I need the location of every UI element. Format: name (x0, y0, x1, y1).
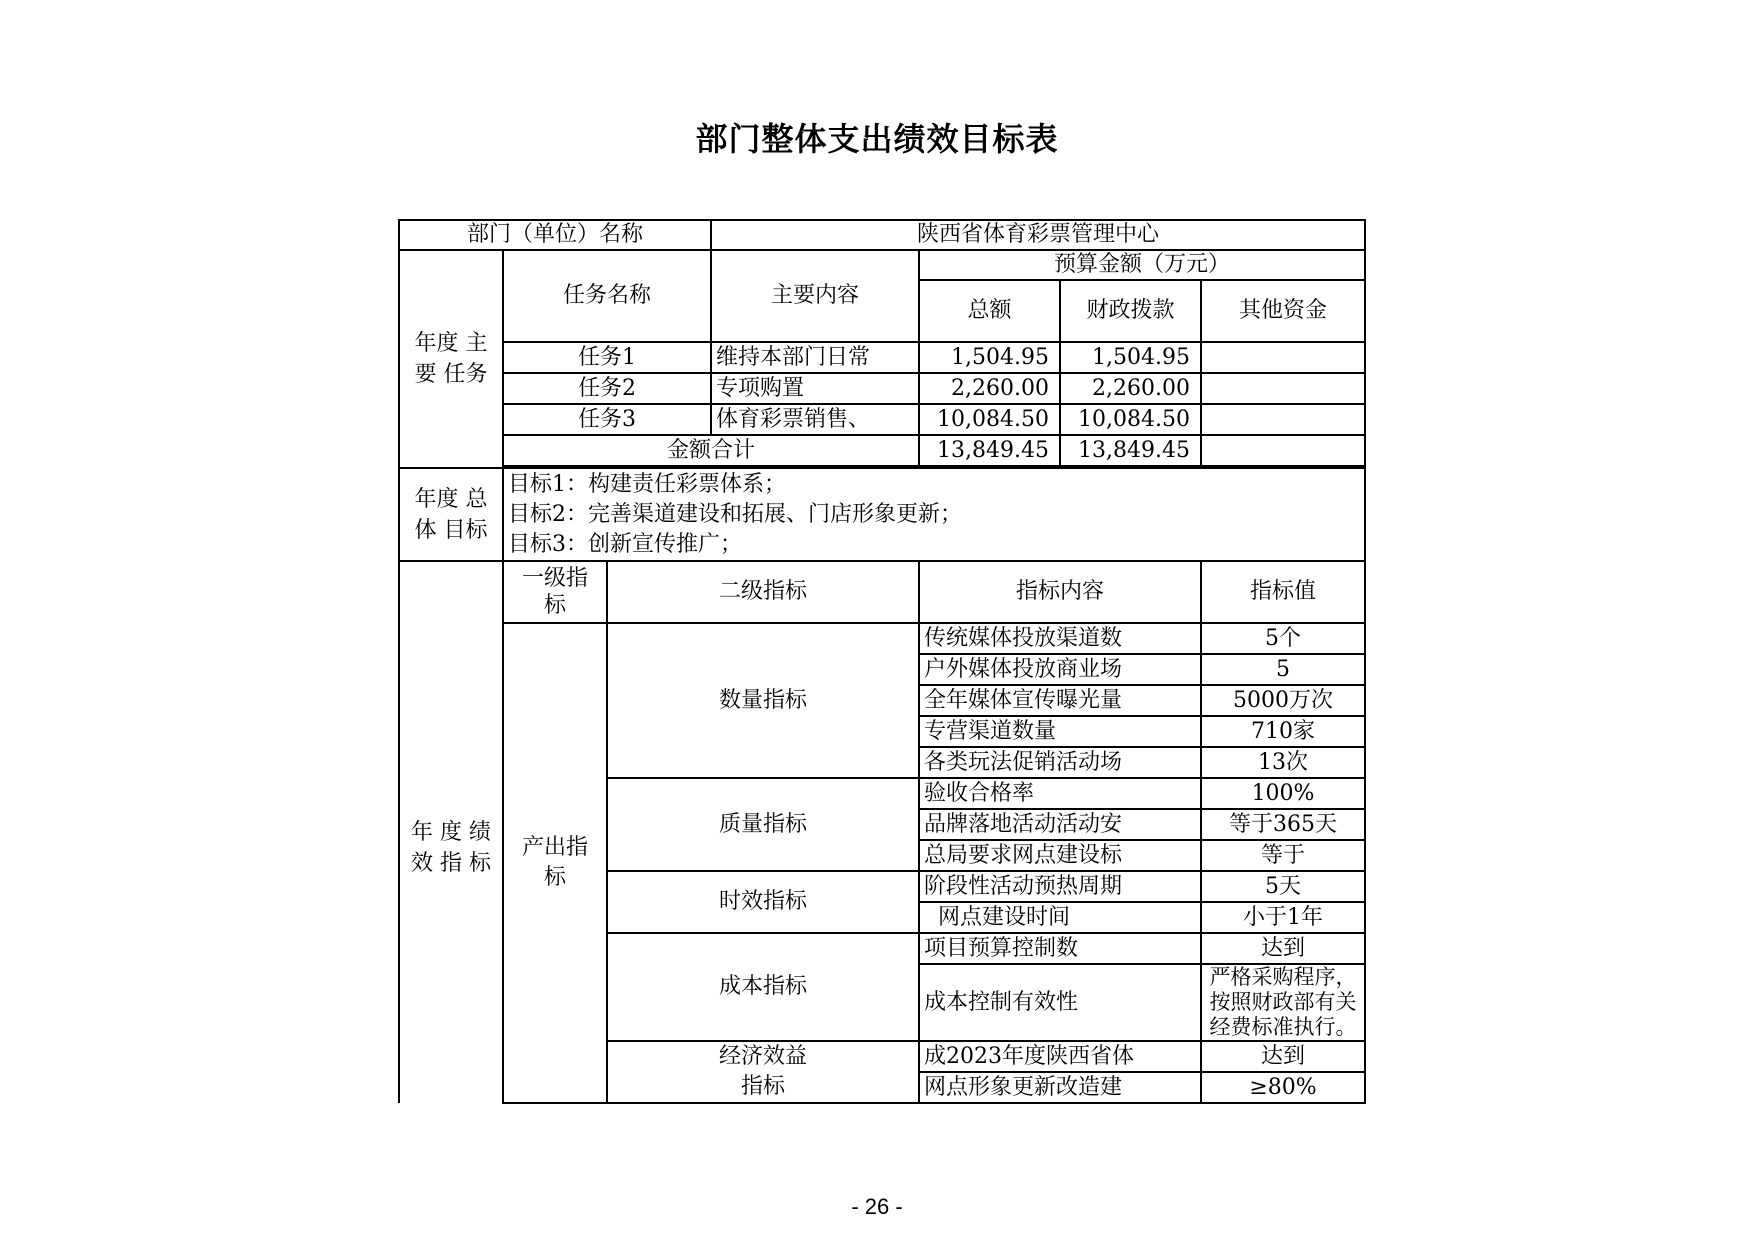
tasks-header-row (399, 250, 1365, 280)
indicator-value: 达到 (1201, 1041, 1365, 1072)
indicator-value: 100% (1201, 778, 1365, 809)
goals-section-label: 年度 总体 目标 (399, 468, 503, 561)
col-fiscal: 财政拨款 (1060, 280, 1201, 342)
dept-value: 陕西省体育彩票管理中心 (711, 220, 1365, 250)
col-main-content: 主要内容 (711, 250, 919, 342)
col-other: 其他资金 (1201, 280, 1365, 342)
task-name: 任务1 (503, 342, 711, 373)
performance-target-table (398, 219, 1366, 1104)
dept-row (399, 220, 1365, 250)
goal-item: 目标2：完善渠道建设和拓展、门店形象更新； (508, 501, 962, 527)
indicator-content: 全年媒体宣传曝光量 (919, 685, 1201, 716)
indicator-content: 成2023年度陕西省体 (919, 1041, 1201, 1072)
quantity-indicator-label: 数量指标 (607, 623, 919, 778)
tasks-section-label: 年度 主要 任务 (399, 250, 503, 468)
indicator-content: 网点形象更新改造建 (919, 1072, 1201, 1103)
col-indicator-content: 指标内容 (919, 561, 1201, 623)
task-row (399, 404, 1365, 435)
timeliness-indicator-label: 时效指标 (607, 871, 919, 933)
indicator-content: 各类玩法促销活动场 (919, 747, 1201, 778)
indicator-value: 5天 (1201, 871, 1365, 902)
task-fiscal: 2,260.00 (1060, 373, 1201, 404)
task-row (399, 373, 1365, 404)
task-sum-row (399, 435, 1365, 466)
col-task-name: 任务名称 (503, 250, 711, 342)
task-total: 2,260.00 (919, 373, 1060, 404)
indicator-value: 5个 (1201, 623, 1365, 654)
task-content: 维持本部门日常 (711, 342, 919, 373)
page-title: 部门整体支出绩效目标表 (695, 120, 1059, 158)
sum-fiscal: 13,849.45 (1060, 435, 1201, 466)
col-total: 总额 (919, 280, 1060, 342)
col-budget-amount: 预算金额（万元） (919, 250, 1365, 280)
col-level1: 一级指 标 (503, 561, 607, 623)
col-level2: 二级指标 (607, 561, 919, 623)
indicator-content: 专营渠道数量 (919, 716, 1201, 747)
task-name: 任务3 (503, 404, 711, 435)
performance-section-label: 年 度 绩 效 指 标 (399, 561, 503, 1103)
page-number: - 26 - (851, 1194, 903, 1219)
task-other (1201, 342, 1365, 373)
task-content: 专项购置 (711, 373, 919, 404)
task-row (399, 342, 1365, 373)
goal-item: 目标3：创新宣传推广； (508, 531, 742, 557)
indicator-value: 达到 (1201, 933, 1365, 964)
indicator-value: 13次 (1201, 747, 1365, 778)
sum-total: 13,849.45 (919, 435, 1060, 466)
indicator-value: 5 (1201, 654, 1365, 685)
indicator-content: 项目预算控制数 (919, 933, 1201, 964)
task-total: 1,504.95 (919, 342, 1060, 373)
indicator-value: 710家 (1201, 716, 1365, 747)
indicator-value: 等于365天 (1201, 809, 1365, 840)
indicator-value: 5000万次 (1201, 685, 1365, 716)
indicator-content: 网点建设时间 (919, 902, 1201, 933)
task-total: 10,084.50 (919, 404, 1060, 435)
indicator-row (399, 623, 1365, 654)
indicator-content: 品牌落地活动活动安 (919, 809, 1201, 840)
output-indicator-label: 产出指 标 (503, 623, 607, 1103)
task-content: 体育彩票销售、 (711, 404, 919, 435)
goals-row (399, 468, 1365, 561)
indicator-content: 户外媒体投放商业场 (919, 654, 1201, 685)
col-indicator-value: 指标值 (1201, 561, 1365, 623)
indicator-value: 严格采购程序，按照财政部有关经费标准执行。 (1201, 964, 1365, 1041)
dept-label: 部门（单位）名称 (399, 220, 711, 250)
task-fiscal: 10,084.50 (1060, 404, 1201, 435)
indicator-value: ≥80% (1201, 1072, 1365, 1103)
indicator-content: 阶段性活动预热周期 (919, 871, 1201, 902)
indicator-value: 等于 (1201, 840, 1365, 871)
task-other (1201, 373, 1365, 404)
task-name: 任务2 (503, 373, 711, 404)
sum-other (1201, 435, 1365, 466)
task-fiscal: 1,504.95 (1060, 342, 1201, 373)
indicator-content: 成本控制有效性 (919, 964, 1201, 1041)
indicator-content: 总局要求网点建设标 (919, 840, 1201, 871)
performance-header-row (399, 561, 1365, 623)
sum-label: 金额合计 (503, 435, 919, 466)
indicator-value: 小于1年 (1201, 902, 1365, 933)
task-other (1201, 404, 1365, 435)
indicator-content: 验收合格率 (919, 778, 1201, 809)
goals-list (503, 468, 1365, 561)
goal-item: 目标1：构建责任彩票体系； (508, 471, 786, 497)
economic-indicator-label: 经济效益 指标 (607, 1041, 919, 1103)
indicator-content: 传统媒体投放渠道数 (919, 623, 1201, 654)
cost-indicator-label: 成本指标 (607, 933, 919, 1041)
quality-indicator-label: 质量指标 (607, 778, 919, 871)
